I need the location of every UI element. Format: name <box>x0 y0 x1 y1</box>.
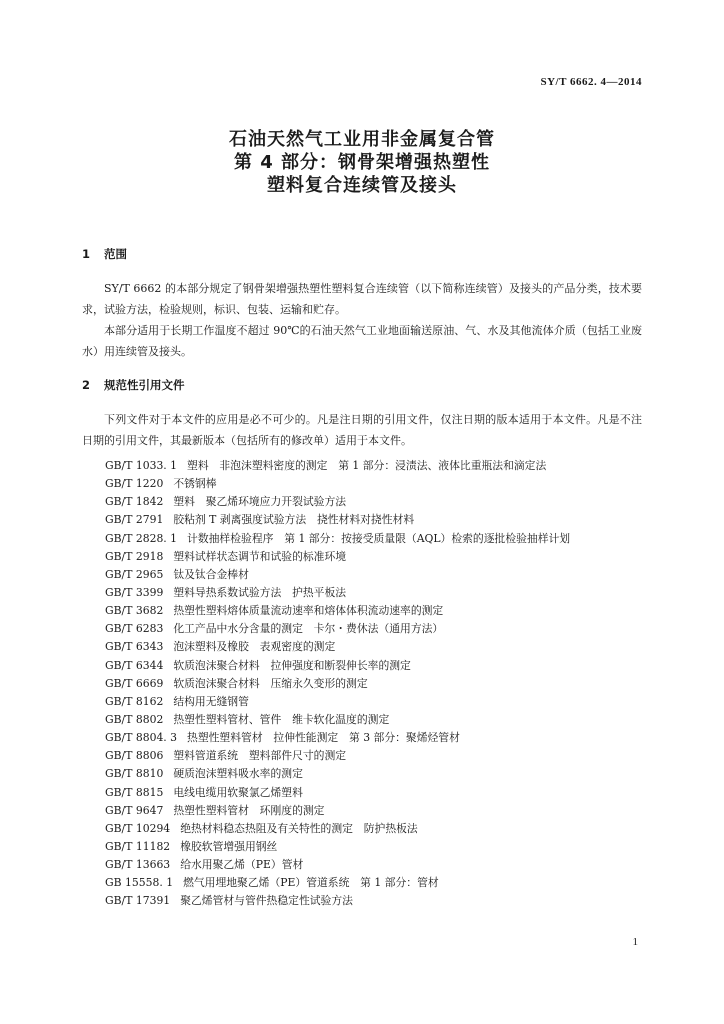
reference-code: GB/T 8162 <box>105 694 164 708</box>
reference-code: GB/T 9647 <box>105 803 164 817</box>
reference-title: 热塑性塑料管材 拉伸性能测定 第 3 部分：聚烯烃管材 <box>187 731 460 745</box>
reference-item <box>105 511 645 529</box>
reference-title: 计数抽样检验程序 第 1 部分：按接受质量限（AQL）检索的逐批检验抽样计划 <box>187 531 571 545</box>
references-intro-paragraph: 下列文件对于本文件的应用是必不可少的。凡是注日期的引用文件，仅注日期的版本适用于本文件。凡是不注日期的引用文件，其最新版本（包括所有的修改单）适用于本文件。 <box>82 413 642 447</box>
reference-item <box>105 693 645 711</box>
reference-item <box>105 729 645 747</box>
reference-title: 给水用聚乙烯（PE）管材 <box>180 858 304 872</box>
reference-code: GB/T 6283 <box>105 622 164 636</box>
section-title: 范围 <box>104 247 127 261</box>
section-number: 1 <box>82 247 91 261</box>
reference-item <box>105 838 645 856</box>
reference-item <box>105 874 645 892</box>
standard-number: SY/T 6662. 4—2014 <box>540 76 642 88</box>
reference-code: GB/T 13663 <box>105 858 171 872</box>
reference-item <box>105 711 645 729</box>
title-line-3: 塑料复合连续管及接头 <box>267 175 457 196</box>
reference-title: 不锈钢棒 <box>173 477 217 491</box>
reference-item <box>105 620 645 638</box>
reference-item <box>105 856 645 874</box>
reference-item <box>105 638 645 656</box>
reference-code: GB/T 1033. 1 <box>105 459 178 472</box>
section-heading-normative-references <box>82 377 185 393</box>
page-number: 1 <box>632 936 638 948</box>
reference-item <box>105 892 645 910</box>
reference-title: 泡沫塑料及橡胶 表观密度的测定 <box>173 640 336 654</box>
reference-title: 橡胶软管增强用钢丝 <box>180 839 278 853</box>
reference-code: GB/T 17391 <box>105 894 171 908</box>
reference-code: GB/T 8806 <box>105 749 164 763</box>
reference-title: 聚乙烯管材与管件热稳定性试验方法 <box>180 894 353 908</box>
reference-code: GB/T 3399 <box>105 585 164 599</box>
reference-item <box>105 784 645 802</box>
reference-title: 燃气用埋地聚乙烯（PE）管道系统 第 1 部分：管材 <box>183 876 439 890</box>
reference-code: GB/T 3682 <box>105 604 164 618</box>
scope-paragraph-1: SY/T 6662 的本部分规定了钢骨架增强热塑性塑料复合连续管（以下简称连续管）及接头的产品分类，技术要求，试验方法，检验规则，标识、包装、运输和贮存。 <box>82 282 642 316</box>
section-title: 规范性引用文件 <box>104 378 185 392</box>
reference-code: GB/T 8804. 3 <box>105 731 178 745</box>
reference-title: 胶粘剂 T 剥离强度试验方法 挠性材料对挠性材料 <box>173 513 415 527</box>
section-number: 2 <box>82 378 91 392</box>
title-line-1: 石油天然气工业用非金属复合管 <box>229 129 495 150</box>
reference-code: GB/T 6344 <box>105 658 164 672</box>
reference-code: GB/T 2918 <box>105 549 164 563</box>
reference-code: GB/T 6669 <box>105 676 164 690</box>
reference-code: GB/T 8802 <box>105 712 164 726</box>
reference-title: 热塑性塑料熔体质量流动速率和熔体体积流动速率的测定 <box>173 604 444 618</box>
reference-item <box>105 584 645 602</box>
reference-item <box>105 820 645 838</box>
reference-title: 钛及钛合金棒材 <box>173 567 249 581</box>
reference-code: GB/T 11182 <box>105 839 171 853</box>
reference-code: GB/T 6343 <box>105 640 164 654</box>
reference-code: GB/T 2791 <box>105 513 164 527</box>
reference-title: 塑料 非泡沫塑料密度的测定 第 1 部分：浸渍法、液体比重瓶法和滴定法 <box>187 459 547 472</box>
title-line-2: 第 4 部分：钢骨架增强热塑性 <box>233 152 491 173</box>
reference-title: 热塑性塑料管材 环刚度的测定 <box>173 803 325 817</box>
reference-code: GB/T 2965 <box>105 567 164 581</box>
reference-code: GB 15558. 1 <box>105 876 174 890</box>
reference-title: 电线电缆用软聚氯乙烯塑料 <box>173 785 303 799</box>
reference-title: 软质泡沫聚合材料 压缩永久变形的测定 <box>173 676 368 690</box>
reference-title: 硬质泡沫塑料吸水率的测定 <box>173 767 303 781</box>
reference-title: 塑料管道系统 塑料部件尺寸的测定 <box>173 749 347 763</box>
reference-item <box>105 493 645 511</box>
reference-title: 热塑性塑料管材、管件 维卡软化温度的测定 <box>173 712 390 726</box>
reference-title: 塑料试样状态调节和试验的标准环境 <box>173 549 347 563</box>
reference-code: GB/T 10294 <box>105 821 171 835</box>
scope-paragraph-2: 本部分适用于长期工作温度不超过 90℃的石油天然气工业地面输送原油、气、水及其他流体介质（包括工业废水）用连续管及接头。 <box>82 324 642 358</box>
reference-item <box>105 530 645 548</box>
reference-item <box>105 675 645 693</box>
reference-code: GB/T 1842 <box>105 495 164 509</box>
reference-item <box>105 566 645 584</box>
reference-code: GB/T 8810 <box>105 767 164 781</box>
reference-item <box>105 548 645 566</box>
reference-item <box>105 457 645 475</box>
reference-item <box>105 747 645 765</box>
reference-title: 化工产品中水分含量的测定 卡尔・费休法（通用方法） <box>173 622 444 636</box>
reference-item <box>105 765 645 783</box>
section-heading-scope <box>82 246 127 262</box>
reference-code: GB/T 1220 <box>105 477 164 491</box>
reference-title: 塑料 聚乙烯环境应力开裂试验方法 <box>173 495 347 509</box>
reference-item <box>105 657 645 675</box>
reference-title: 软质泡沫聚合材料 拉伸强度和断裂伸长率的测定 <box>173 658 411 672</box>
reference-list <box>105 457 645 911</box>
reference-item <box>105 602 645 620</box>
reference-title: 塑料导热系数试验方法 护热平板法 <box>173 585 347 599</box>
document-title <box>0 128 724 197</box>
reference-item <box>105 802 645 820</box>
reference-title: 结构用无缝钢管 <box>173 694 249 708</box>
reference-title: 绝热材料稳态热阻及有关特性的测定 防护热板法 <box>180 821 418 835</box>
reference-item <box>105 475 645 493</box>
reference-code: GB/T 2828. 1 <box>105 531 178 545</box>
reference-code: GB/T 8815 <box>105 785 164 799</box>
